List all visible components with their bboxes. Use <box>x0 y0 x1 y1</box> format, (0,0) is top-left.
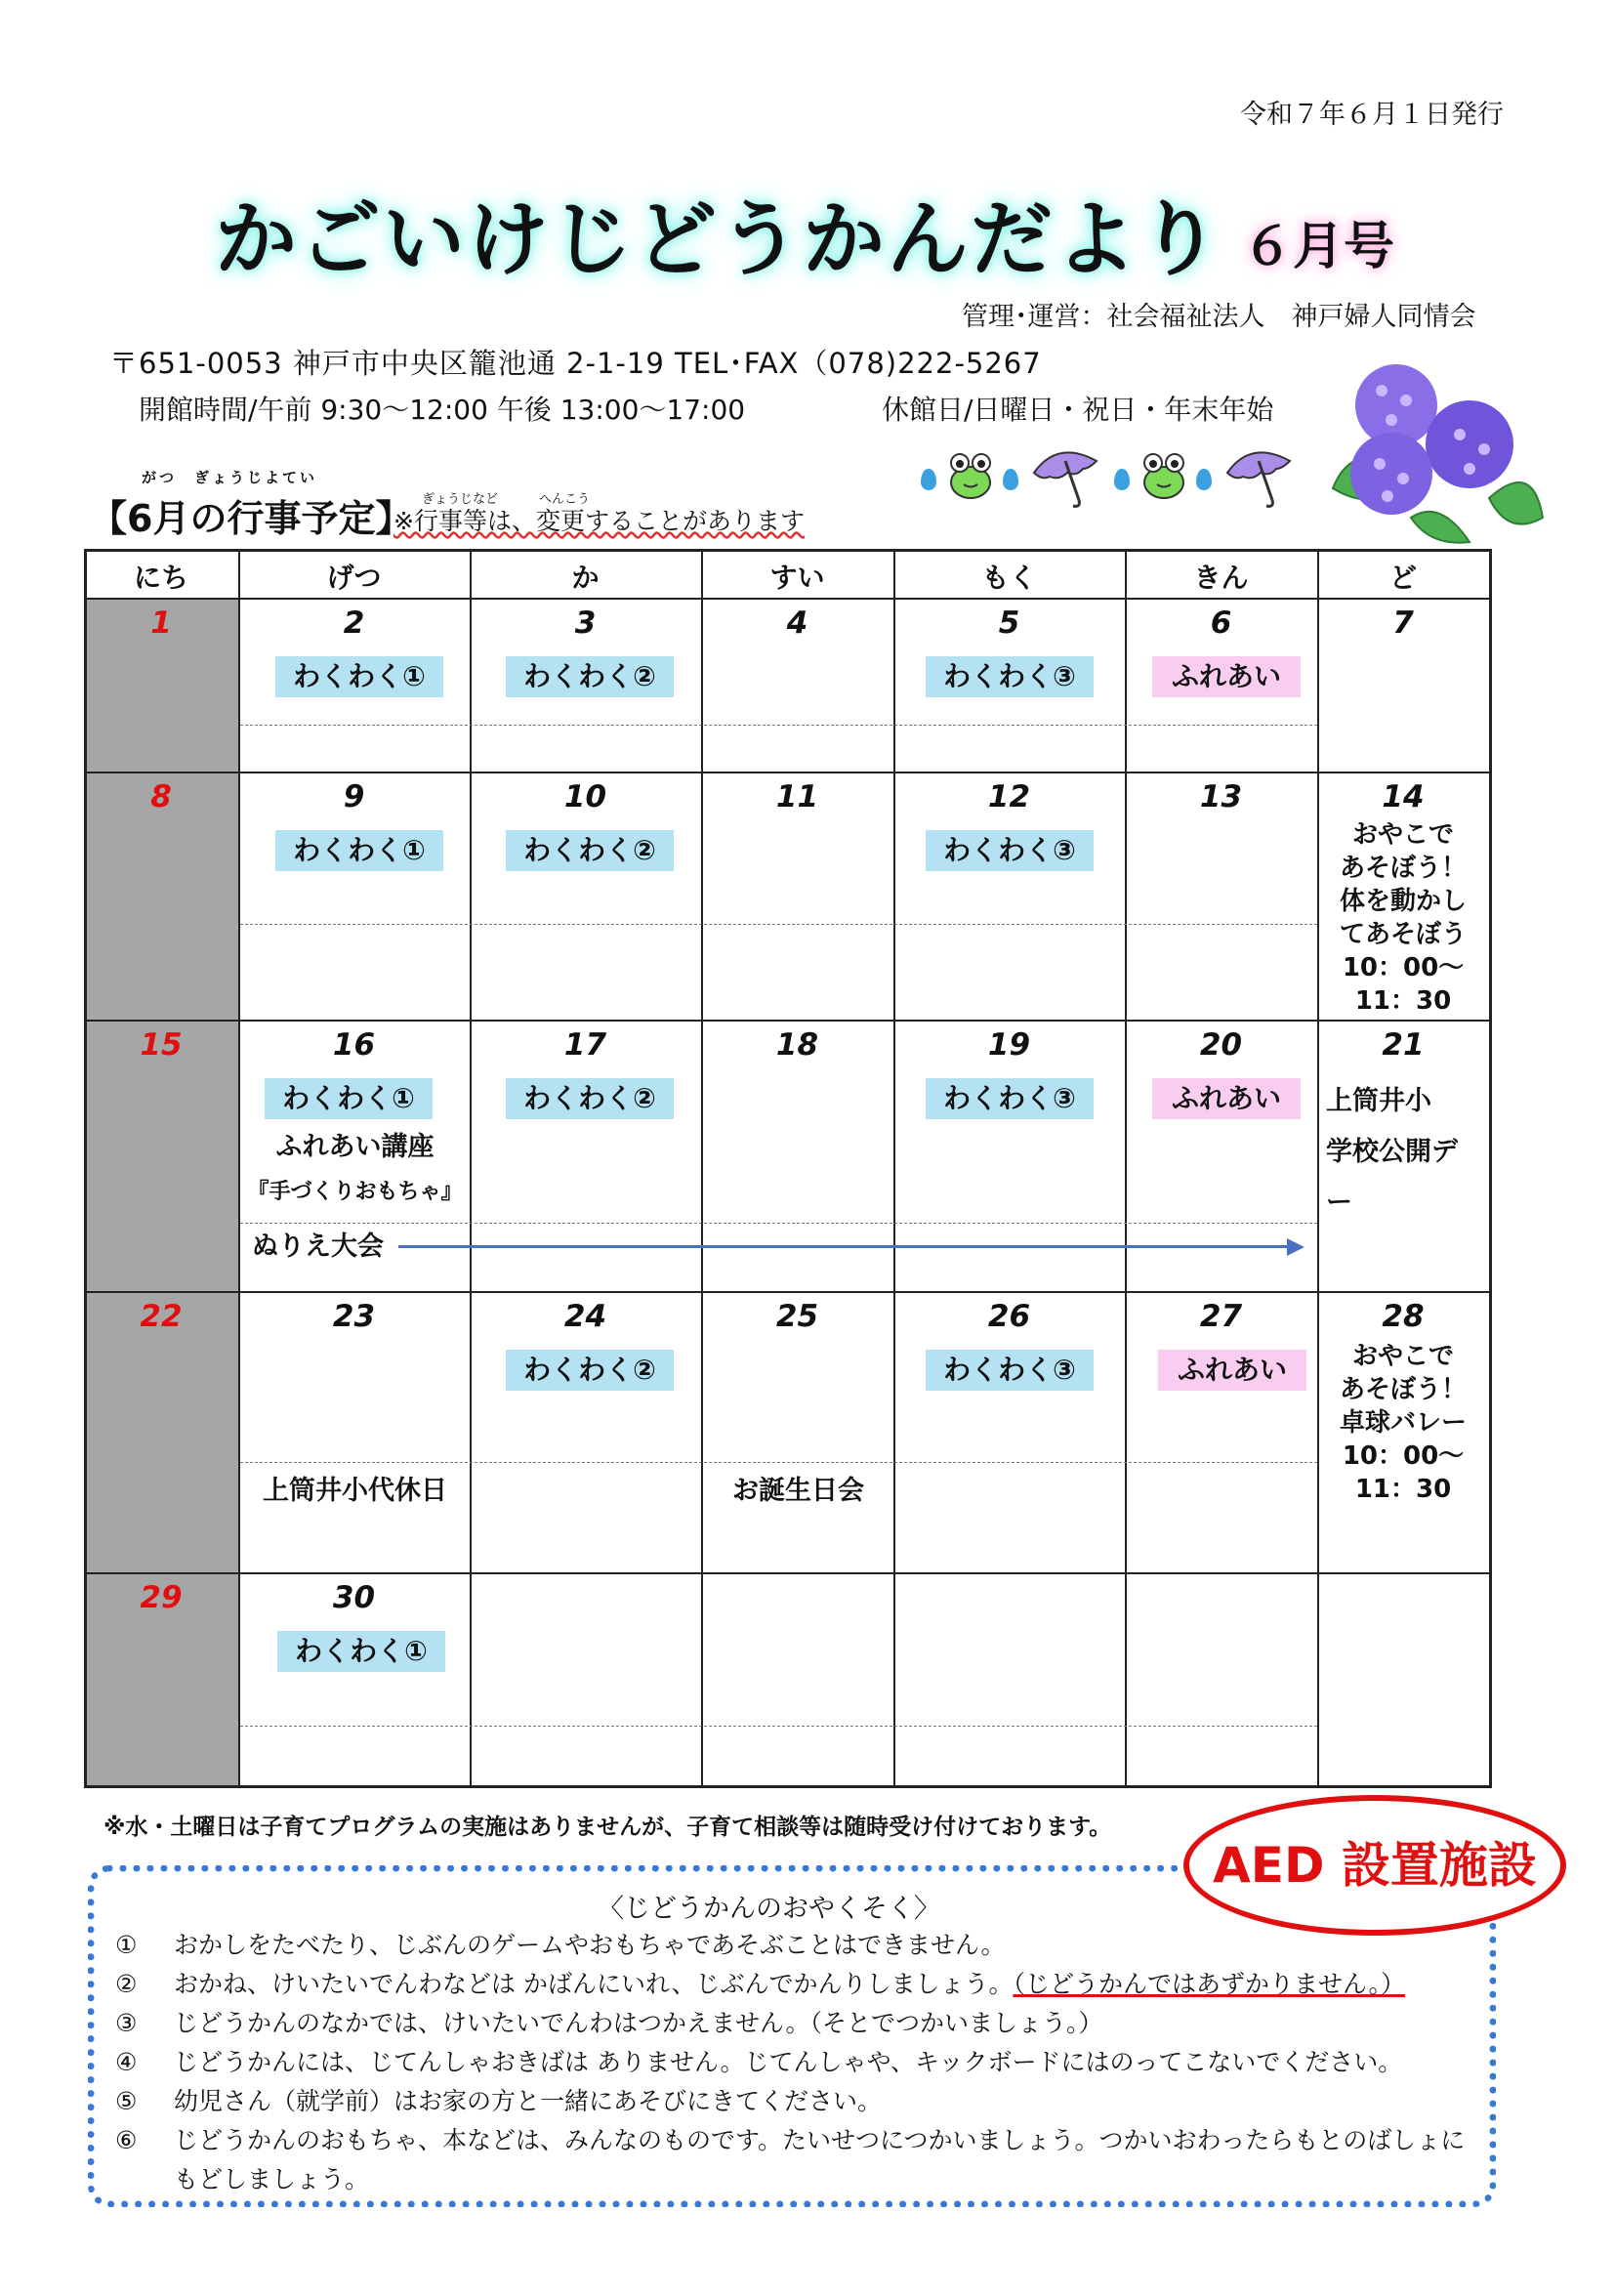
day-number: 29 <box>140 1580 183 1615</box>
fureai-badge: ふれあい <box>1152 1078 1301 1119</box>
event-line: あそぼう！ <box>1339 854 1467 883</box>
event-line: 11：30 <box>1354 986 1452 1016</box>
day-number: 18 <box>775 1027 819 1063</box>
day-number: 8 <box>150 779 172 814</box>
day-number: 10 <box>563 779 607 814</box>
hydrangea-icon <box>1323 352 1548 547</box>
weekday-header: にち <box>133 562 188 594</box>
day-number: 22 <box>140 1299 183 1334</box>
grid-line <box>84 772 1492 773</box>
day-number: 23 <box>332 1299 376 1334</box>
rule-item <box>115 2082 882 2121</box>
day-number: 26 <box>987 1299 1031 1334</box>
day-number: 4 <box>786 605 808 641</box>
wakuwaku-badge: わくわく① <box>265 1078 433 1119</box>
day-number: 30 <box>332 1580 376 1615</box>
event-line: てあそぼう <box>1339 920 1467 949</box>
arrow-head-icon <box>1287 1238 1304 1256</box>
day-number: 12 <box>987 779 1031 814</box>
events-heading-ruby: がつ ぎょうじよてい <box>142 469 318 486</box>
row-divider <box>240 1223 1317 1224</box>
rule-text: おかね、けいたいでんわなどは かばんにいれ、じぶんでかんりしましょう。 <box>174 1970 1014 1998</box>
rules-title: 〈じどうかんのおやくそく〉 <box>598 1894 940 1924</box>
rain-decoration <box>913 439 1313 508</box>
fureai-badge: ふれあい <box>1158 1350 1306 1391</box>
day-number: 9 <box>343 779 365 814</box>
grid-line <box>1317 549 1319 1788</box>
event-fureai-course: ふれあい講座 <box>275 1132 435 1162</box>
schedule-change-note: ※行事等は、変更することがあります <box>393 507 805 535</box>
wakuwaku-badge: わくわく③ <box>926 830 1094 871</box>
wakuwaku-badge: わくわく② <box>506 830 674 871</box>
day-number: 28 <box>1382 1299 1425 1334</box>
event-line: 卓球バレー <box>1339 1408 1467 1438</box>
day-number: 11 <box>775 779 819 814</box>
day-number: 15 <box>140 1027 183 1063</box>
umbrella-icon <box>1222 439 1298 510</box>
event-line: 学校公開デ <box>1326 1137 1458 1167</box>
event-line: 体を動かし <box>1339 887 1467 916</box>
rule-underlined-text: （じどうかんではあずかりません。） <box>1013 1970 1405 1998</box>
grid-line <box>84 598 1492 600</box>
rule-number: ⑥ <box>115 2126 138 2154</box>
rule-text: おかしをたべたり、じぶんのゲームやおもちゃであそぶことはできません。 <box>174 1931 1006 1959</box>
day-number: 14 <box>1382 779 1425 814</box>
event-line: 11：30 <box>1354 1475 1452 1504</box>
grid-line <box>470 549 472 1788</box>
wakuwaku-badge: わくわく② <box>506 656 674 697</box>
rule-item <box>115 2121 1465 2160</box>
day-number: 20 <box>1199 1027 1243 1063</box>
event-line: おやこで <box>1351 820 1454 850</box>
program-footnote: ※水・土曜日は子育てプログラムの実施はありませんが、子育て相談等は随時受け付けております。 <box>104 1815 1112 1840</box>
rule-text: じどうかんのなかでは、けいたいでんわはつかえません。（そとでつかいましょう。） <box>174 2009 1103 2037</box>
event-line: 上筒井小 <box>1326 1086 1431 1116</box>
event-nurie: ぬりえ大会 <box>252 1231 384 1262</box>
closed-days: 休館日/日曜日・祝日・年末年始 <box>882 394 1274 426</box>
grid-line <box>84 1291 1492 1293</box>
raindrop-icon <box>1003 469 1018 490</box>
day-number: 16 <box>332 1027 376 1063</box>
day-number: 3 <box>574 605 597 641</box>
weekday-header: きん <box>1193 562 1249 594</box>
rule-number: ④ <box>115 2048 138 2076</box>
rule-item <box>115 2004 1103 2043</box>
raindrop-icon <box>1196 469 1212 490</box>
day-number: 1 <box>150 605 172 641</box>
weekday-header: げつ <box>326 562 382 594</box>
day-number: 17 <box>563 1027 607 1063</box>
note-ruby: ぎょうじなど <box>422 492 499 507</box>
event-calendar <box>84 549 1492 1788</box>
weekday-header: か <box>571 562 600 594</box>
day-number: 25 <box>775 1299 819 1334</box>
grid-line <box>84 1785 1492 1788</box>
frog-icon <box>946 449 995 500</box>
rule-item <box>115 1926 1006 1965</box>
row-divider <box>240 924 1317 925</box>
day-number: 13 <box>1199 779 1243 814</box>
rule-text: じどうかんのおもちゃ、本などは、みんなのものです。たいせつにつかいましょう。つかいおわったらもとのばしょに <box>174 2126 1466 2154</box>
event-line: ー <box>1326 1188 1352 1218</box>
wakuwaku-badge: わくわく① <box>275 830 443 871</box>
raindrop-icon <box>1114 469 1130 490</box>
newsletter-title: かごいけじどうかんだより <box>215 191 1223 287</box>
weekday-header: すい <box>769 562 825 594</box>
wakuwaku-badge: わくわく③ <box>926 656 1094 697</box>
event-school-holiday: 上筒井小代休日 <box>263 1476 447 1506</box>
wakuwaku-badge: わくわく① <box>275 656 443 697</box>
note-ruby: へんこう <box>539 492 591 507</box>
rule-number: ① <box>115 1931 138 1959</box>
issue-date: 令和７年６月１日発行 <box>1240 100 1504 130</box>
rule-text: じどうかんには、じてんしゃおきばは ありません。じてんしゃや、キックボードにはのってこないでください。 <box>174 2048 1403 2076</box>
wakuwaku-badge: わくわく② <box>506 1078 674 1119</box>
day-number: 27 <box>1199 1299 1243 1334</box>
grid-line <box>1125 549 1127 1788</box>
event-line: 10：00～ <box>1342 1441 1465 1471</box>
raindrop-icon <box>921 469 936 490</box>
row-divider <box>240 725 1317 726</box>
event-line: 10：00～ <box>1342 953 1465 982</box>
rule-number: ③ <box>115 2009 138 2037</box>
day-number: 19 <box>987 1027 1031 1063</box>
wakuwaku-badge: わくわく② <box>506 1350 674 1391</box>
row-divider <box>240 1462 1317 1463</box>
day-number: 6 <box>1210 605 1232 641</box>
weekday-header: もく <box>981 562 1037 594</box>
umbrella-icon <box>1028 439 1104 510</box>
issue-number: ６月号 <box>1242 218 1395 276</box>
rule-number: ② <box>115 1970 138 1998</box>
fureai-badge: ふれあい <box>1152 656 1301 697</box>
grid-line <box>701 549 703 1788</box>
wakuwaku-badge: わくわく③ <box>926 1078 1094 1119</box>
weekday-header: ど <box>1388 562 1417 594</box>
rule-item <box>115 2043 1402 2082</box>
event-d14 <box>1319 818 1487 1018</box>
day-number: 7 <box>1392 605 1414 641</box>
event-d28 <box>1319 1340 1487 1506</box>
rule-number: ⑤ <box>115 2087 138 2115</box>
rule-continuation: もどしましょう。 <box>174 2165 370 2193</box>
day-number: 2 <box>343 605 365 641</box>
events-heading: 【6月の行事予定】 <box>90 497 413 540</box>
grid-line <box>84 549 1492 552</box>
wakuwaku-badge: わくわく③ <box>926 1350 1094 1391</box>
day-number: 5 <box>998 605 1020 641</box>
grid-line <box>84 1020 1492 1022</box>
grid-line <box>893 549 895 1788</box>
event-d21 <box>1326 1076 1486 1229</box>
wakuwaku-badge: わくわく① <box>277 1631 445 1672</box>
rule-text: 幼児さん（就学前）はお家の方と一緒にあそびにきてください。 <box>174 2087 883 2115</box>
day-number: 24 <box>563 1299 607 1334</box>
event-line: あそぼう！ <box>1339 1375 1467 1404</box>
grid-line <box>1489 549 1492 1788</box>
managing-organization: 管理･運営：社会福祉法人 神戸婦人同情会 <box>962 302 1476 332</box>
grid-line <box>84 1572 1492 1574</box>
event-line: おやこで <box>1351 1342 1454 1371</box>
event-fureai-course-detail: 『手づくりおもちゃ』 <box>247 1180 463 1204</box>
rule-item <box>115 1965 1405 2004</box>
opening-hours: 開館時間/午前 9:30～12:00 午後 13:00～17:00 <box>139 394 746 426</box>
day-number: 21 <box>1382 1027 1425 1063</box>
row-divider <box>240 1726 1317 1727</box>
address-line: 〒651-0053 神戸市中央区籠池通 2-1-19 TEL･FAX（078)222-5267 <box>109 347 1042 380</box>
nurie-arrow <box>398 1245 1289 1248</box>
aed-facility-badge: AED 設置施設 <box>1183 1795 1566 1936</box>
event-birthday: お誕生日会 <box>732 1476 864 1506</box>
frog-icon <box>1139 449 1188 500</box>
